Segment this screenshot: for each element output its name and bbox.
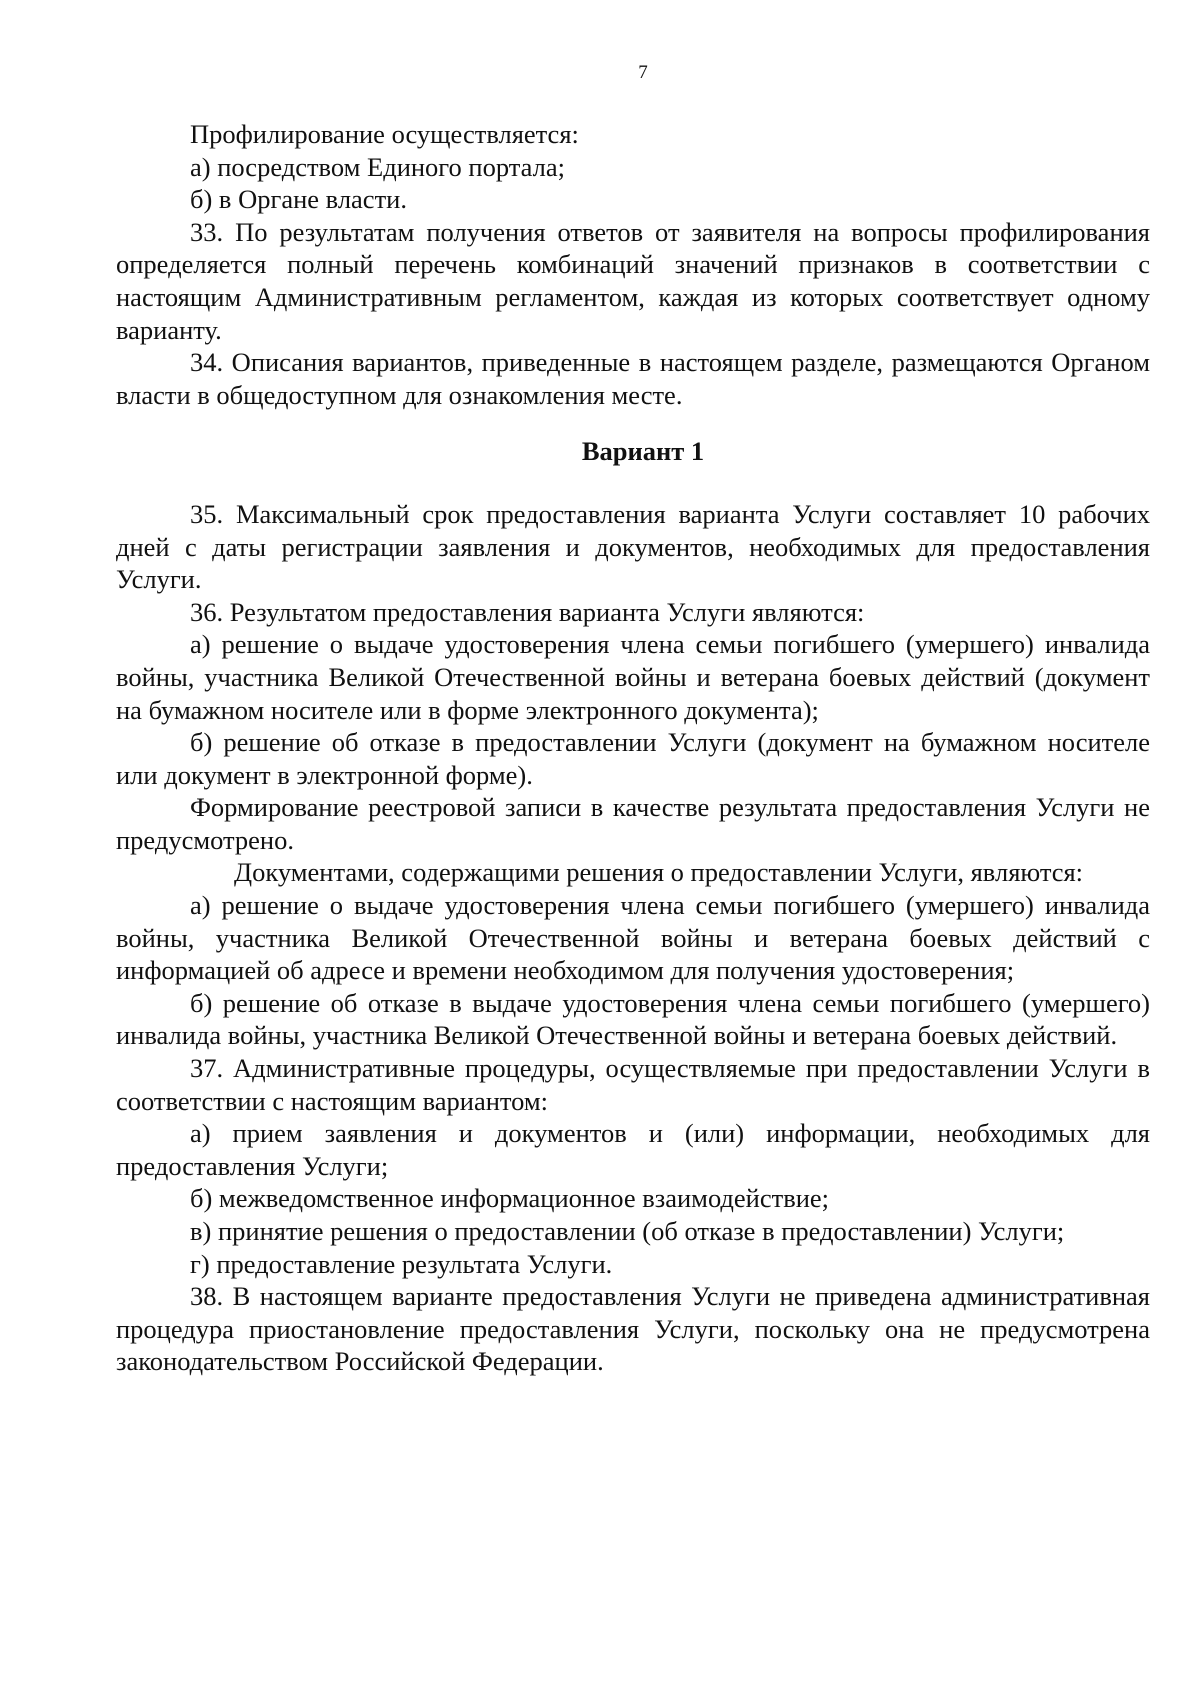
paragraph-38: 38. В настоящем варианте предоставления Услуги не приведена административная процедура приостановление предоставления Услуги, поскольку она не предусмотрена законодательством Российской Федерации.: [116, 1281, 1150, 1377]
section-heading: Вариант 1: [581, 436, 705, 467]
paragraph-registry-record: Формирование реестровой записи в качестве результата предоставления Услуги не предусмотрено.: [116, 792, 1150, 855]
paragraph-36: 36. Результатом предоставления варианта Услуги являются:: [190, 596, 865, 627]
document-page: [116, 60, 1150, 1378]
paragraph-37-item-d: г) предоставление результата Услуги.: [190, 1248, 613, 1279]
page-number: 7: [638, 62, 648, 83]
paragraph-34: 34. Описания вариантов, приведенные в настоящем разделе, размещаются Органом власти в общедоступном для ознакомления месте.: [116, 347, 1150, 410]
paragraph-decision-item-b: б) решение об отказе в выдаче удостоверения члена семьи погибшего (умершего) инвалида войны, участника Великой Отечественной войны и ветерана боевых действий.: [116, 987, 1150, 1051]
paragraph-decision-item-a: а) решение о выдаче удостоверения члена семьи погибшего (умершего) инвалида войны, участника Великой Отечественной войны и ветерана боевых действий с информацией об адресе и времени необходимом для получения удостоверения;: [116, 890, 1150, 986]
paragraph-profiling-item-a: а) посредством Единого портала;: [190, 151, 565, 182]
paragraph-37: 37. Административные процедуры, осуществляемые при предоставлении Услуги в соответствии с настоящим вариантом:: [116, 1053, 1150, 1116]
paragraph-33: 33. По результатам получения ответов от заявителя на вопросы профилирования определяется полный перечень комбинаций значений признаков в соответствии с настоящим Административным регламентом, каждая из которых соответствует одному варианту.: [116, 216, 1150, 345]
paragraph-37-item-b: б) межведомственное информационное взаимодействие;: [190, 1183, 830, 1214]
paragraph-36-item-b: б) решение об отказе в предоставлении Услуги (документ на бумажном носителе или документ в электронной форме).: [116, 727, 1150, 790]
paragraph-decision-documents: Документами, содержащими решения о предоставлении Услуги, являются:: [234, 857, 1084, 888]
paragraph-37-item-a: а) прием заявления и документов и (или) информации, необходимых для предоставления Услуги;: [116, 1118, 1150, 1181]
paragraph-35: 35. Максимальный срок предоставления варианта Услуги составляет 10 рабочих дней с даты регистрации заявления и документов, необходимых для предоставления Услуги.: [116, 498, 1150, 595]
paragraph-profiling-intro: Профилирование осуществляется:: [190, 119, 579, 149]
paragraph-37-item-c: в) принятие решения о предоставлении (об отказе в предоставлении) Услуги;: [190, 1216, 1065, 1246]
paragraph-profiling-item-b: б) в Органе власти.: [190, 184, 407, 215]
paragraph-36-item-a: а) решение о выдаче удостоверения члена семьи погибшего (умершего) инвалида войны, участника Великой Отечественной войны и ветерана боевых действий (документ на бумажном носителе или в форме электронного документа);: [116, 629, 1150, 725]
